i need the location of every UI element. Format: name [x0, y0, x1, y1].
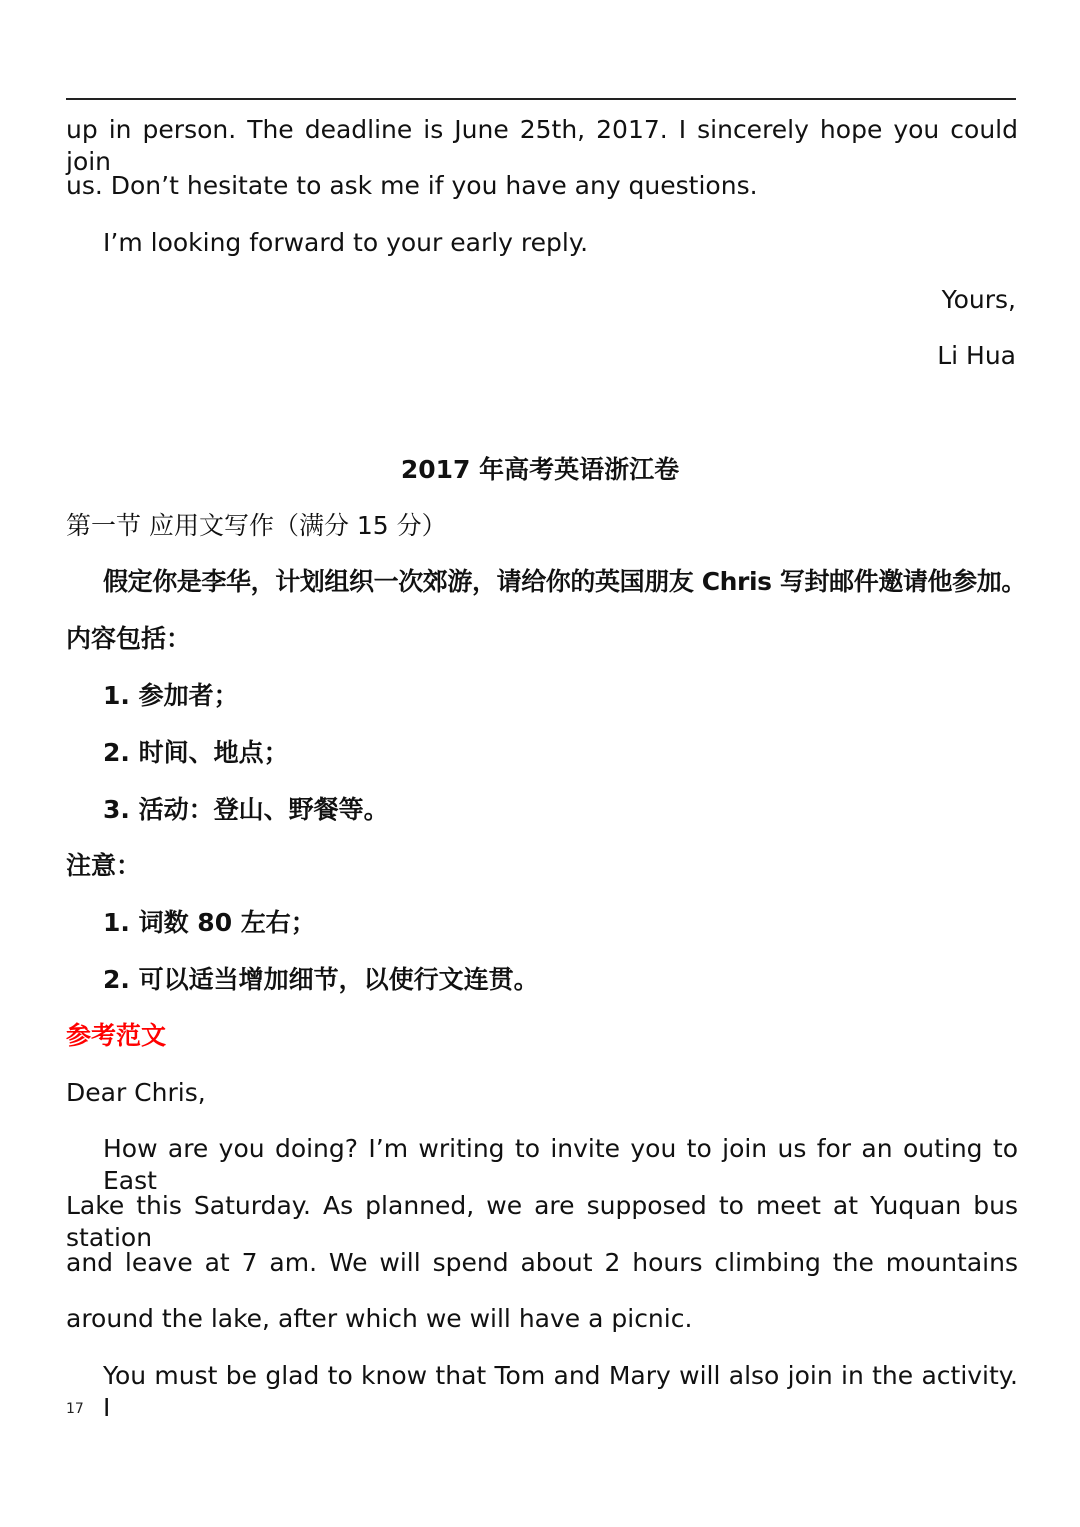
sample-heading: 参考范文: [66, 1021, 167, 1050]
notes-item: 2. 可以适当增加细节，以使行文连贯。: [103, 965, 539, 994]
content-item: 3. 活动：登山、野餐等。: [103, 795, 389, 824]
sample-line: You must be glad to know that Tom and Mary will also join in the activity. I: [103, 1361, 1018, 1422]
sample-greeting: Dear Chris,: [66, 1078, 206, 1107]
letter-signature: Li Hua: [937, 341, 1016, 370]
exam-title: 2017 年高考英语浙江卷: [400, 455, 680, 484]
notes-heading: 注意：: [66, 851, 142, 880]
content-item: 1. 参加者；: [103, 681, 239, 710]
sample-line: How are you doing? I’m writing to invite you to join us for an outing to East: [103, 1134, 1018, 1195]
notes-item: 1. 词数 80 左右；: [103, 908, 316, 937]
writing-prompt: 假定你是李华，计划组织一次郊游，请给你的英国朋友 Chris 写封邮件邀请他参加。: [103, 567, 1026, 596]
top-rule: [66, 98, 1016, 100]
content-item: 2. 时间、地点；: [103, 738, 289, 767]
sample-line: around the lake, after which we will have a picnic.: [66, 1304, 693, 1333]
section-heading: 第一节 应用文写作（满分 15 分）: [66, 511, 447, 540]
page-number: 17: [66, 1401, 84, 1417]
sample-line: Lake this Saturday. As planned, we are supposed to meet at Yuquan bus station: [66, 1191, 1018, 1252]
letter-line-1: up in person. The deadline is June 25th, 2017. I sincerely hope you could join: [66, 115, 1018, 176]
letter-line-3: I’m looking forward to your early reply.: [103, 228, 589, 257]
sample-line: and leave at 7 am. We will spend about 2 hours climbing the mountains: [66, 1248, 1018, 1277]
letter-closing: Yours,: [941, 285, 1016, 314]
letter-line-2: us. Don’t hesitate to ask me if you have any questions.: [66, 171, 758, 200]
content-heading: 内容包括：: [66, 624, 192, 653]
